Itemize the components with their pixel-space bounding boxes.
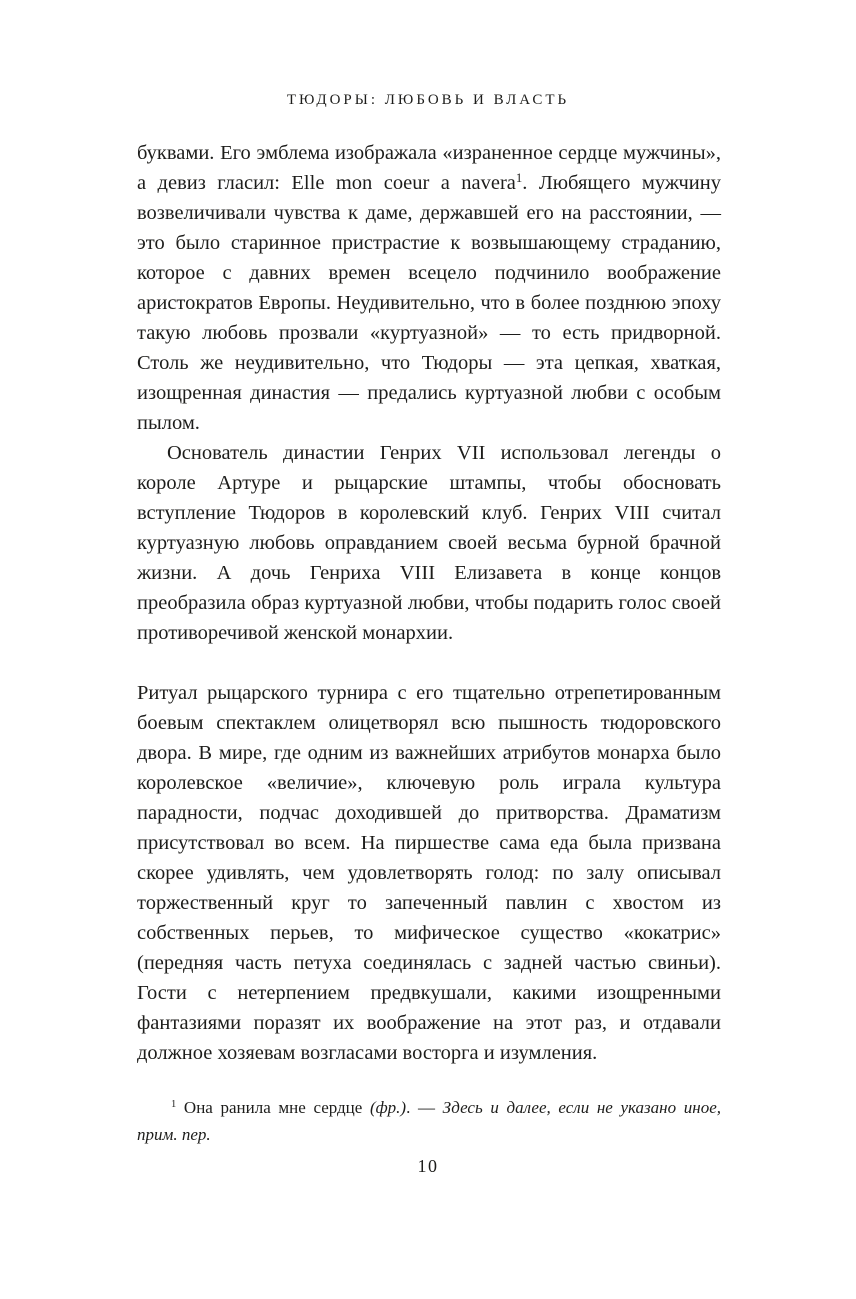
page-number: 10	[417, 1156, 439, 1176]
running-head: ТЮДОРЫ: ЛЮБОВЬ И ВЛАСТЬ	[286, 92, 570, 108]
footnote: $^1$ Она ранила мне сердце (фр.). — Здесь и далее, если не указано иное, прим. пер.	[137, 1098, 721, 1144]
paragraph: Основатель династии Генрих VII использовал легенды о короле Артуре и рыцарские штампы, чтобы обосновать вступление Тюдоров в королевский клуб. Генрих VIII считал куртуазную любовь оправданием своей весьма бурной брачной жизни. А дочь Генриха VIII Елизавета в конце концов преобразила образ куртуазной любви, чтобы подарить голос своей противоречивой женской монархии.	[137, 442, 721, 644]
paragraph-section-start: Ритуал рыцарского турнира с его тщательно отрепетированным боевым спектаклем олицетворял всю пышность тюдоровского двора. В мире, где одним из важнейших атрибутов монарха было королевское «величие», ключевую роль играла культура парадности, подчас доходившей до притворства. Драматизм присутствовал во всем. На пиршестве сама еда была призвана скорее удивлять, чем удовлетворять голод: по залу описывал торжественный круг то запеченный павлин с хвостом из собственных перьев, то мифическое существо «кокатрис» (передняя часть петуха соединялась с задней частью свиньи). Гости с нетерпением предвкушали, какими изощренными фантазиями поразят их воображение на этот раз, и отдавали должное хозяевам возгласами восторга и изумления.	[137, 682, 721, 1064]
paragraph-continuation: буквами. Его эмблема изображала «израненное сердце мужчины», а девиз гласил: Elle mon coeur a navera$^1$. Любящего мужчину возвеличивали чувства к даме, державшей его на расстоянии, — это было старинное пристрастие к возвышающему страданию, которое с давних времен всецело подчинило воображение аристократов Европы. Неудивительно, что в более позднюю эпоху такую любовь прозвали «куртуазной» — то есть придворной. Столь же неудивительно, что Тюдоры — эта цепкая, хваткая, изощренная династия — предались куртуазной любви с особым пылом.	[137, 142, 721, 434]
text-block	[137, 138, 721, 1068]
